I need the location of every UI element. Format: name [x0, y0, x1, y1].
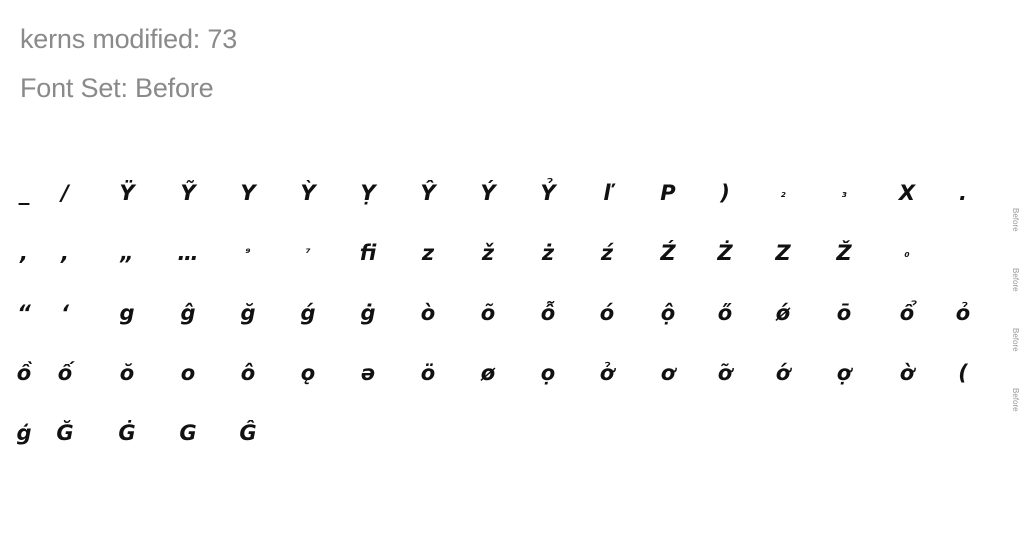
row-font-set-label: Before: [1011, 268, 1020, 292]
glyph-row: [0, 418, 1024, 478]
glyph-cell: Ż: [717, 241, 733, 265]
glyph-cell: ,: [61, 241, 69, 265]
glyph-cell: ₂: [780, 186, 786, 200]
glyph-cell: ơ: [660, 361, 676, 385]
glyph-cell: ø: [480, 361, 496, 385]
glyph-cell: _: [18, 181, 30, 205]
glyph-cell: /: [61, 181, 69, 205]
glyph-cell: Ĝ: [239, 421, 257, 445]
glyph-cell: ⁷: [305, 246, 311, 260]
glyph-cell: ž: [481, 241, 495, 265]
glyph-cell: ố: [57, 361, 73, 385]
glyph-cell: ż: [541, 241, 555, 265]
glyph-cell: ớ: [775, 361, 791, 385]
glyph-cell: ĝ: [180, 301, 196, 325]
glyph-cell: ỗ: [540, 301, 556, 325]
glyph-cell: Ŷ: [420, 181, 436, 205]
glyph-cell: “: [17, 301, 31, 325]
glyph-cell: ₃: [841, 186, 847, 200]
glyph-cell: ợ: [836, 361, 852, 385]
glyph-cell: Y: [240, 181, 256, 205]
glyph-row: [0, 358, 1024, 418]
glyph-cell: Ỷ: [540, 181, 556, 205]
glyph-cell: Ġ: [118, 421, 136, 445]
glyph-cell: Ý: [480, 181, 496, 205]
glyph-cell: P: [660, 181, 676, 205]
glyph-cell: ǫ: [300, 361, 316, 385]
glyph-cell: Ž: [836, 241, 852, 265]
glyph-cell: ỡ: [717, 361, 733, 385]
glyph-cell: ⁹: [245, 246, 251, 260]
glyph-cell: ﬁ: [359, 241, 377, 265]
glyph-cell: ö: [420, 361, 436, 385]
glyph-cell: ờ: [899, 361, 915, 385]
glyph-cell: ổ: [899, 301, 915, 325]
glyph-row: [0, 178, 1024, 238]
kerns-modified-label: kerns modified: 73: [20, 24, 238, 54]
glyph-cell: ǿ: [775, 301, 791, 325]
glyph-cell: ,: [20, 241, 28, 265]
glyph-cell: ğ: [240, 301, 256, 325]
glyph-cell: .: [959, 181, 967, 205]
glyph-cell: …: [177, 241, 199, 265]
glyph-cell: Ź: [660, 241, 676, 265]
glyph-cell: z: [421, 241, 435, 265]
glyph-cell: ọ: [540, 361, 556, 385]
glyph-cell: ǵ: [300, 301, 316, 325]
glyph-cell: Ğ: [56, 421, 74, 445]
font-set-label: Font Set: Before: [20, 73, 214, 103]
glyph-cell: ở: [599, 361, 615, 385]
glyph-cell: o: [180, 361, 196, 385]
glyph-cell: ġ: [360, 301, 376, 325]
glyph-cell: Ỵ: [360, 181, 376, 205]
glyph-cell: ľ: [603, 181, 611, 205]
glyph-cell: g: [119, 301, 135, 325]
glyph-row: [0, 298, 1024, 358]
row-font-set-label: Before: [1011, 388, 1020, 412]
glyph-cell: Z: [775, 241, 791, 265]
glyph-cell: X: [898, 181, 916, 205]
glyph-cell: õ: [480, 301, 496, 325]
glyph-cell: Ỳ: [300, 181, 316, 205]
glyph-cell: ó: [599, 301, 615, 325]
glyph-cell: ): [720, 181, 730, 205]
glyph-cell: ģ: [16, 421, 32, 445]
glyph-cell: Ÿ: [119, 181, 135, 205]
glyph-cell: ₀: [904, 246, 910, 260]
glyph-cell: ŏ: [119, 361, 135, 385]
glyph-cell: ộ: [660, 301, 676, 325]
glyph-cell: ỏ: [955, 301, 971, 325]
glyph-cell: Ỹ: [180, 181, 196, 205]
glyph-cell: ō: [836, 301, 852, 325]
glyph-cell: ź: [600, 241, 614, 265]
row-font-set-label: Before: [1011, 208, 1020, 232]
row-font-set-label: Before: [1011, 328, 1020, 352]
glyph-cell: ồ: [16, 361, 32, 385]
glyph-cell: (: [958, 361, 968, 385]
glyph-cell: ò: [420, 301, 436, 325]
glyph-cell: ő: [717, 301, 733, 325]
glyph-row: [0, 238, 1024, 298]
glyph-cell: G: [179, 421, 197, 445]
glyph-cell: ô: [240, 361, 256, 385]
glyph-cell: ə: [360, 361, 376, 385]
glyph-cell: ‘: [61, 301, 69, 325]
glyph-cell: „: [120, 241, 134, 265]
